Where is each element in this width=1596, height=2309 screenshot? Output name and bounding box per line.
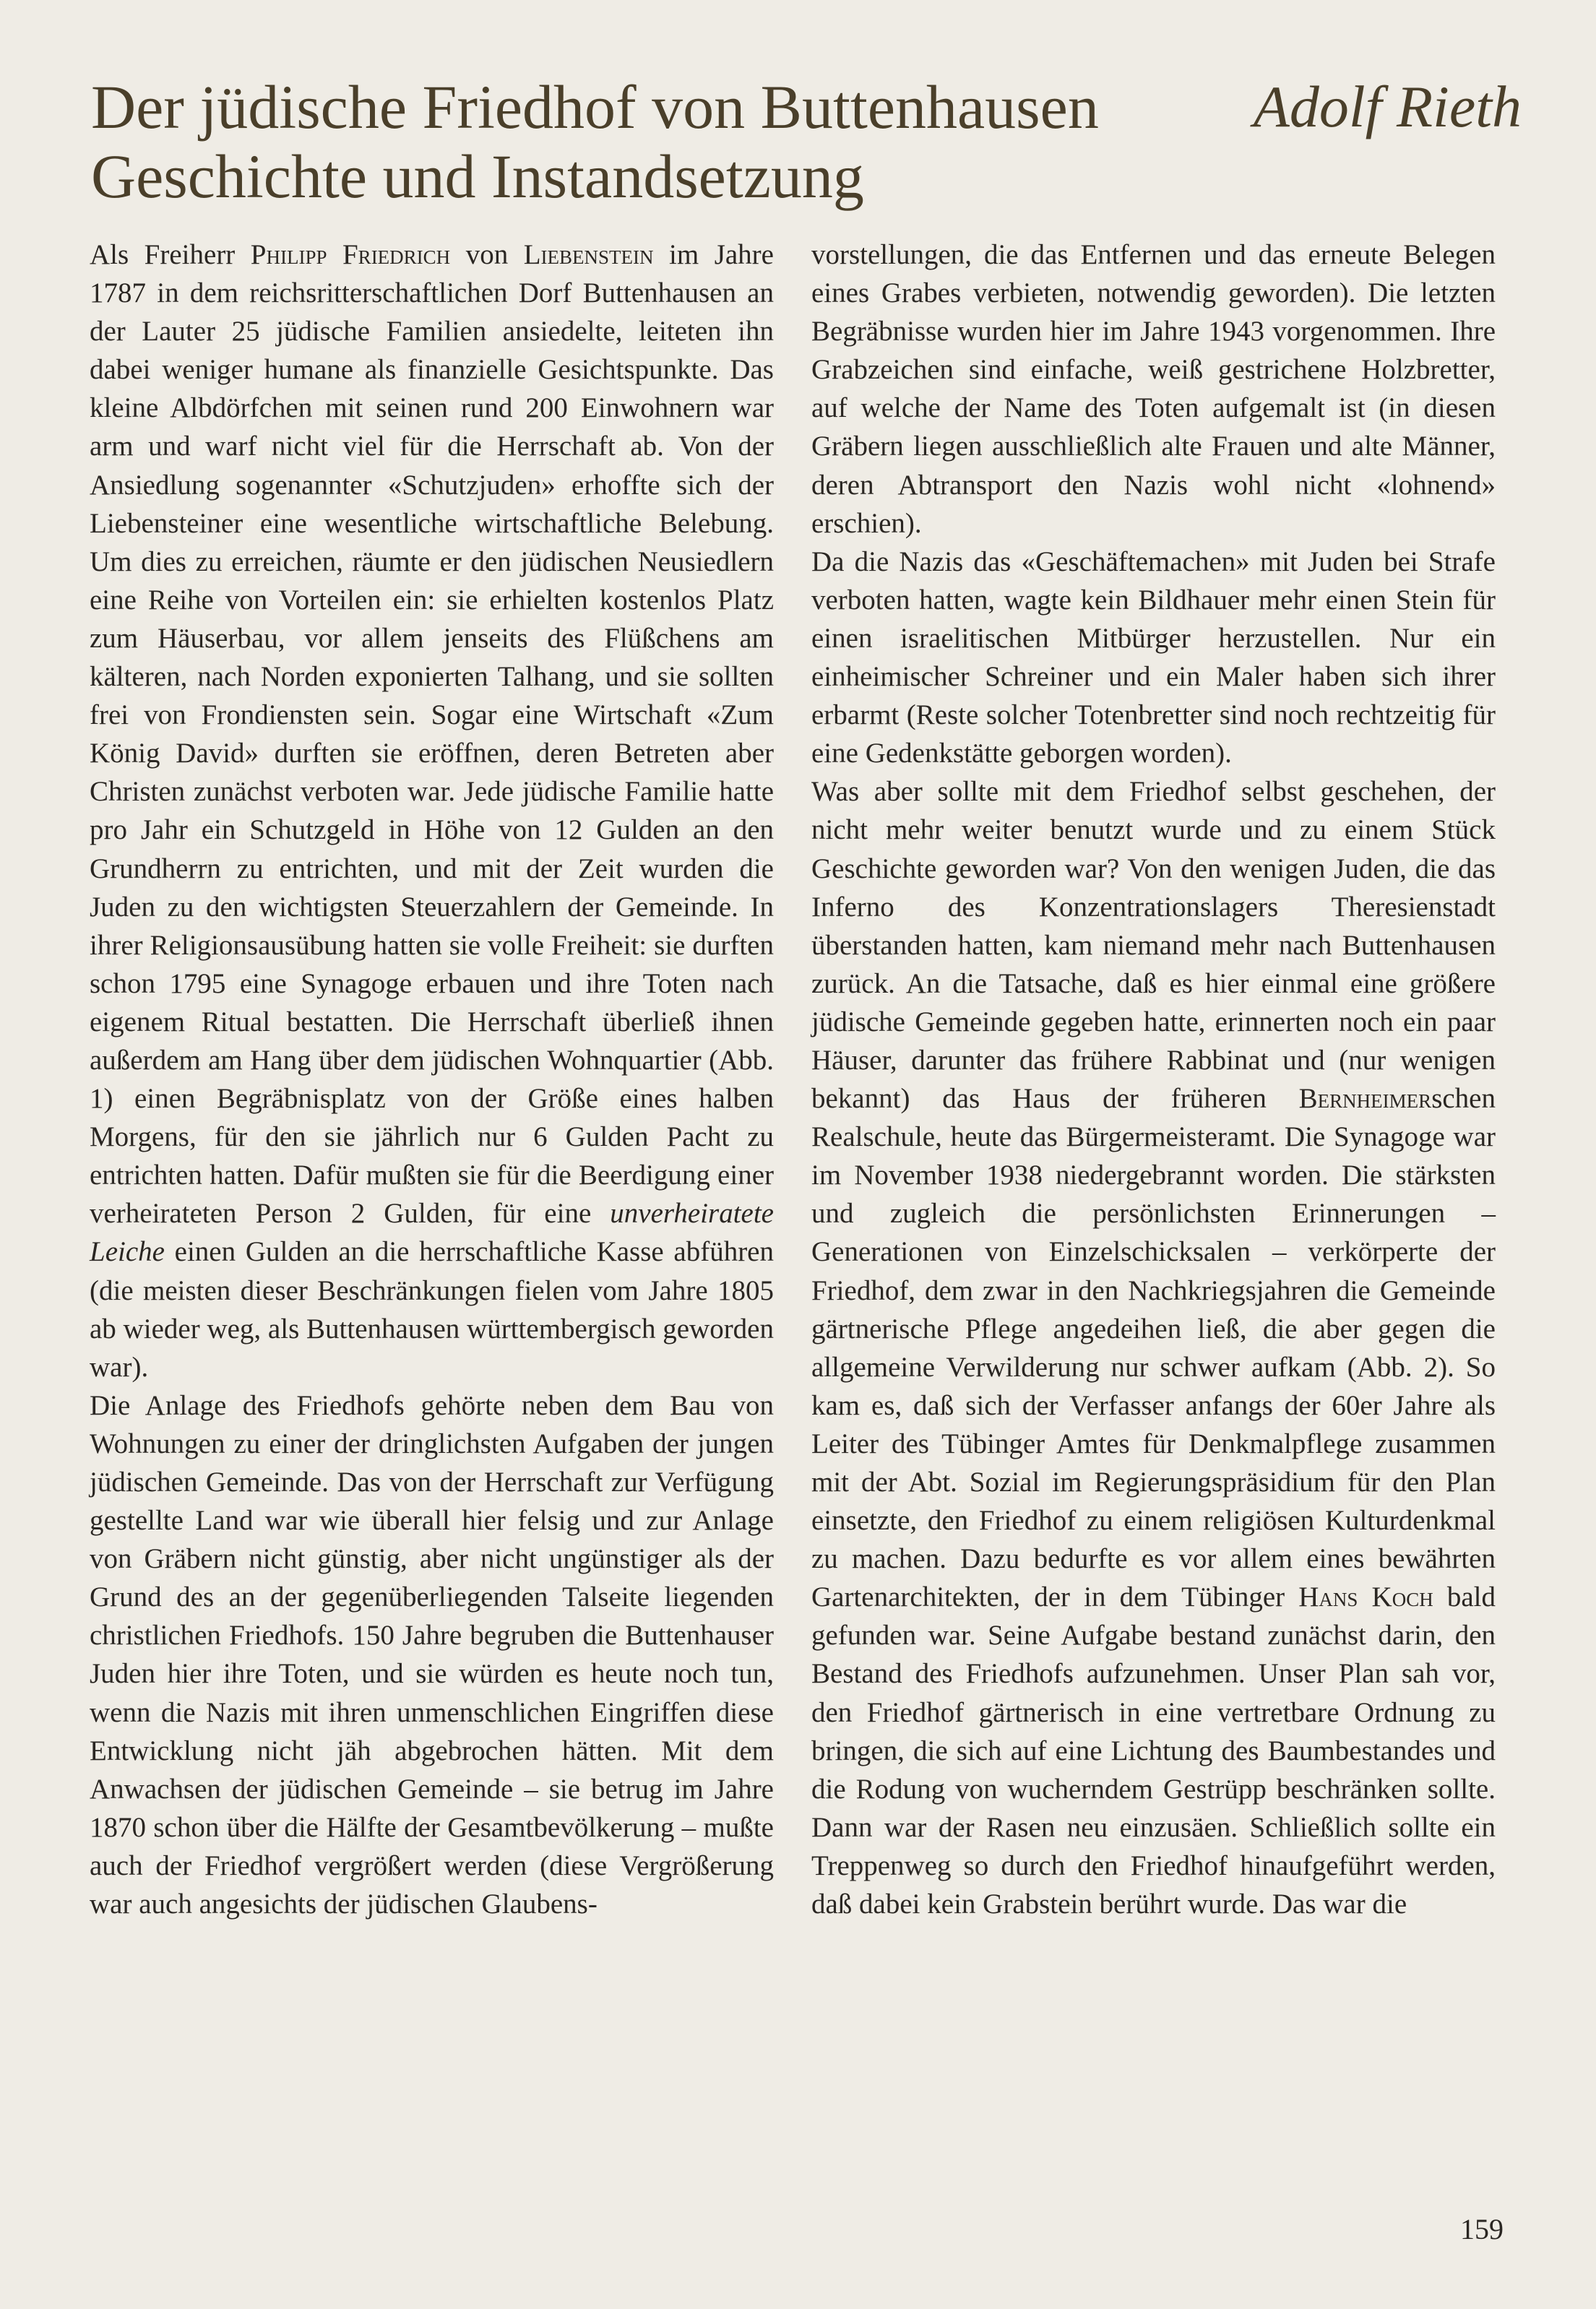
text-run: im Jahre 1787 in dem reichsritterschaftlichen Dorf Buttenhausen an der Lauter 25 jüdische Familien ansiedelte, leiteten ihn dabei weniger humane als finanzielle Gesichtspunkte. Das kleine Albdörfchen mit seinen rund 200 Einwohnern war arm und warf nicht viel für die Herrschaft ab. Von der Ansiedlung sogenannter «Schutzjuden» erhoffte sich der Liebensteiner eine wesentliche wirtschaftliche Belebung. Um dies zu erreichen, räumte er den jüdischen Neusiedlern eine Reihe von Vorteilen ein: sie erhielten kostenlos Platz zum Häuserbau, vor allem jenseits des Flüßchens am kälteren, nach Norden exponierten Talhang, und sie sollten frei von Frondiensten sein. Sogar eine Wirtschaft «Zum König David» durften sie eröffnen, deren Betreten aber Christen zunächst verboten war. Jede jüdische Familie hatte pro Jahr ein Schutzgeld in Höhe von 12 Gulden an den Grundherrn zu entrichten, und mit der Zeit wurden die Juden zu den wichtigsten Steuerzahlern der Gemeinde. In ihrer Religionsausübung hatten sie volle Freiheit: sie durften schon 1795 eine Synagoge erbauen und ihre Toten nach eigenem Ritual bestatten. Die Herrschaft überließ ihnen außerdem am Hang über dem jüdischen Wohnquartier (Abb. 1) einen Begräbnisplatz von der Größe eines halben Morgens, für den sie jährlich nur 6 Gulden Pacht zu entrichten hatten. Dafür mußten sie für die Beerdigung einer verheirateten Person 2 Gulden, für eine [90,239,774,1230]
left-text-column [90,236,774,1923]
italic-phrase: unverheiratete Leiche [90,1198,774,1268]
text-run: schen Realschule, heute das Bürgermeisteramt. Die Synagoge war im November 1938 niedergebrannt worden. Die stärksten und zugleich die persönlichsten Erinnerungen – Generationen von Einzelschicksalen – verkörperte der Friedhof, dem zwar in den Nachkriegsjahren die Gemeinde gärtnerische Pflege angedeihen ließ, die aber gegen die allgemeine Verwilderung nur schwer aufkam (Abb. 2). So kam es, daß sich der Verfasser anfangs der 60er Jahre als Leiter des Tübinger Amtes für Denkmalpflege zusammen mit der Abt. Sozial im Regierungspräsidium für den Plan einsetzte, den Friedhof zu einem religiösen Kulturdenkmal zu machen. Dazu bedurfte es vor allem eines bewährten Gartenarchitekten, der in dem Tübinger [811,1083,1496,1613]
left-paragraph-1 [90,236,774,1386]
text-run: einen Gulden an die herrschaftliche Kasse abführen (die meisten dieser Beschränkungen fielen vom Jahre 1805 ab wieder weg, als Buttenhausen württembergisch geworden war). [90,1236,774,1383]
text-run: Was aber sollte mit dem Friedhof selbst geschehen, der nicht mehr weiter benutzt wurde und zu einem Stück Geschichte geworden war? Von den wenigen Juden, die das Inferno des Konzentrationslagers Theresienstadt überstanden hatten, kam niemand mehr nach Buttenhausen zurück. An die Tatsache, daß es hier einmal eine größere jüdische Gemeinde gegeben hatte, erinnerten noch ein paar Häuser, darunter das frühere Rabbinat und (nur wenigen bekannt) das Haus der früheren [811,776,1496,1115]
article-author: Adolf Rieth [1253,74,1522,139]
right-text-column [811,236,1496,1923]
right-paragraph-2: Da die Nazis das «Geschäftemachen» mit Juden bei Strafe verboten hatten, wagte kein Bildhauer mehr einen Stein für einen israelitischen Mitbürger herzustellen. Nur ein einheimischer Schreiner und ein Maler haben sich ihrer erbarmt (Reste solcher Totenbretter sind noch rechtzeitig für eine Gedenkstätte geborgen worden). [811,545,1496,769]
person-name: Hans Koch [1298,1581,1433,1613]
article-header [91,72,1522,211]
left-paragraph-2: Die Anlage des Friedhofs gehörte neben dem Bau von Wohnungen zu einer der dringlichsten Aufgaben der jungen jüdischen Gemeinde. Das von der Herrschaft zur Verfügung gestellte Land war wie überall hier felsig und zur Anlage von Gräbern nicht günstig, aber nicht ungünstiger als der Grund des an der gegenüberliegenden Talseite liegenden christlichen Friedhofs. 150 Jahre begruben die Buttenhauser Juden hier ihre Toten, und sie würden es heute noch tun, wenn die Nazis mit ihren unmenschlichen Eingriffen diese Entwicklung nicht jäh abgebrochen hätten. Mit dem Anwachsen der jüdischen Gemeinde – sie betrug im Jahre 1870 schon über die Hälfte der Gesamtbevölkerung – mußte auch der Friedhof vergrößert werden (diese Vergrößerung war auch angesichts der jüdischen Glaubens- [90,1389,774,1920]
person-name: Bernheimer [1298,1083,1432,1115]
person-name: Philipp Friedrich [250,239,451,270]
text-run: von [450,239,524,270]
right-paragraph-1: vorstellungen, die das Entfernen und das erneute Belegen eines Grabes verbieten, notwendig geworden). Die letzten Begräbnisse wurden hier im Jahre 1943 vorgenommen. Ihre Grabzeichen sind einfache, weiß gestrichene Holzbretter, auf welche der Name des Toten aufgemalt ist (in diesen Gräbern liegen ausschließlich alte Frauen und alte Männer, deren Abtransport den Nazis wohl nicht «lohnend» erschien). [811,239,1496,539]
person-name: Liebenstein [523,239,654,270]
page-number: 159 [1460,2213,1504,2245]
article-title-line-2: Geschichte und Instandsetzung [91,142,864,211]
text-run: Als Freiherr [90,239,251,270]
right-paragraph-3 [811,772,1496,1923]
text-run: bald gefunden war. Seine Aufgabe bestand zunächst darin, den Bestand des Friedhofs aufzunehmen. Unser Plan sah vor, den Friedhof gärtnerisch in eine vertretbare Ordnung zu bringen, die sich auf eine Lichtung des Baumbestandes und die Rodung von wucherndem Gestrüpp beschränken sollte. Dann war der Rasen neu einzusäen. Schließlich sollte ein Treppenweg so durch den Friedhof hinaufgeführt werden, daß dabei kein Grabstein berührt wurde. Das war die [811,1581,1496,1920]
article-title-line-1: Der jüdische Friedhof von Buttenhausen [91,72,1099,142]
